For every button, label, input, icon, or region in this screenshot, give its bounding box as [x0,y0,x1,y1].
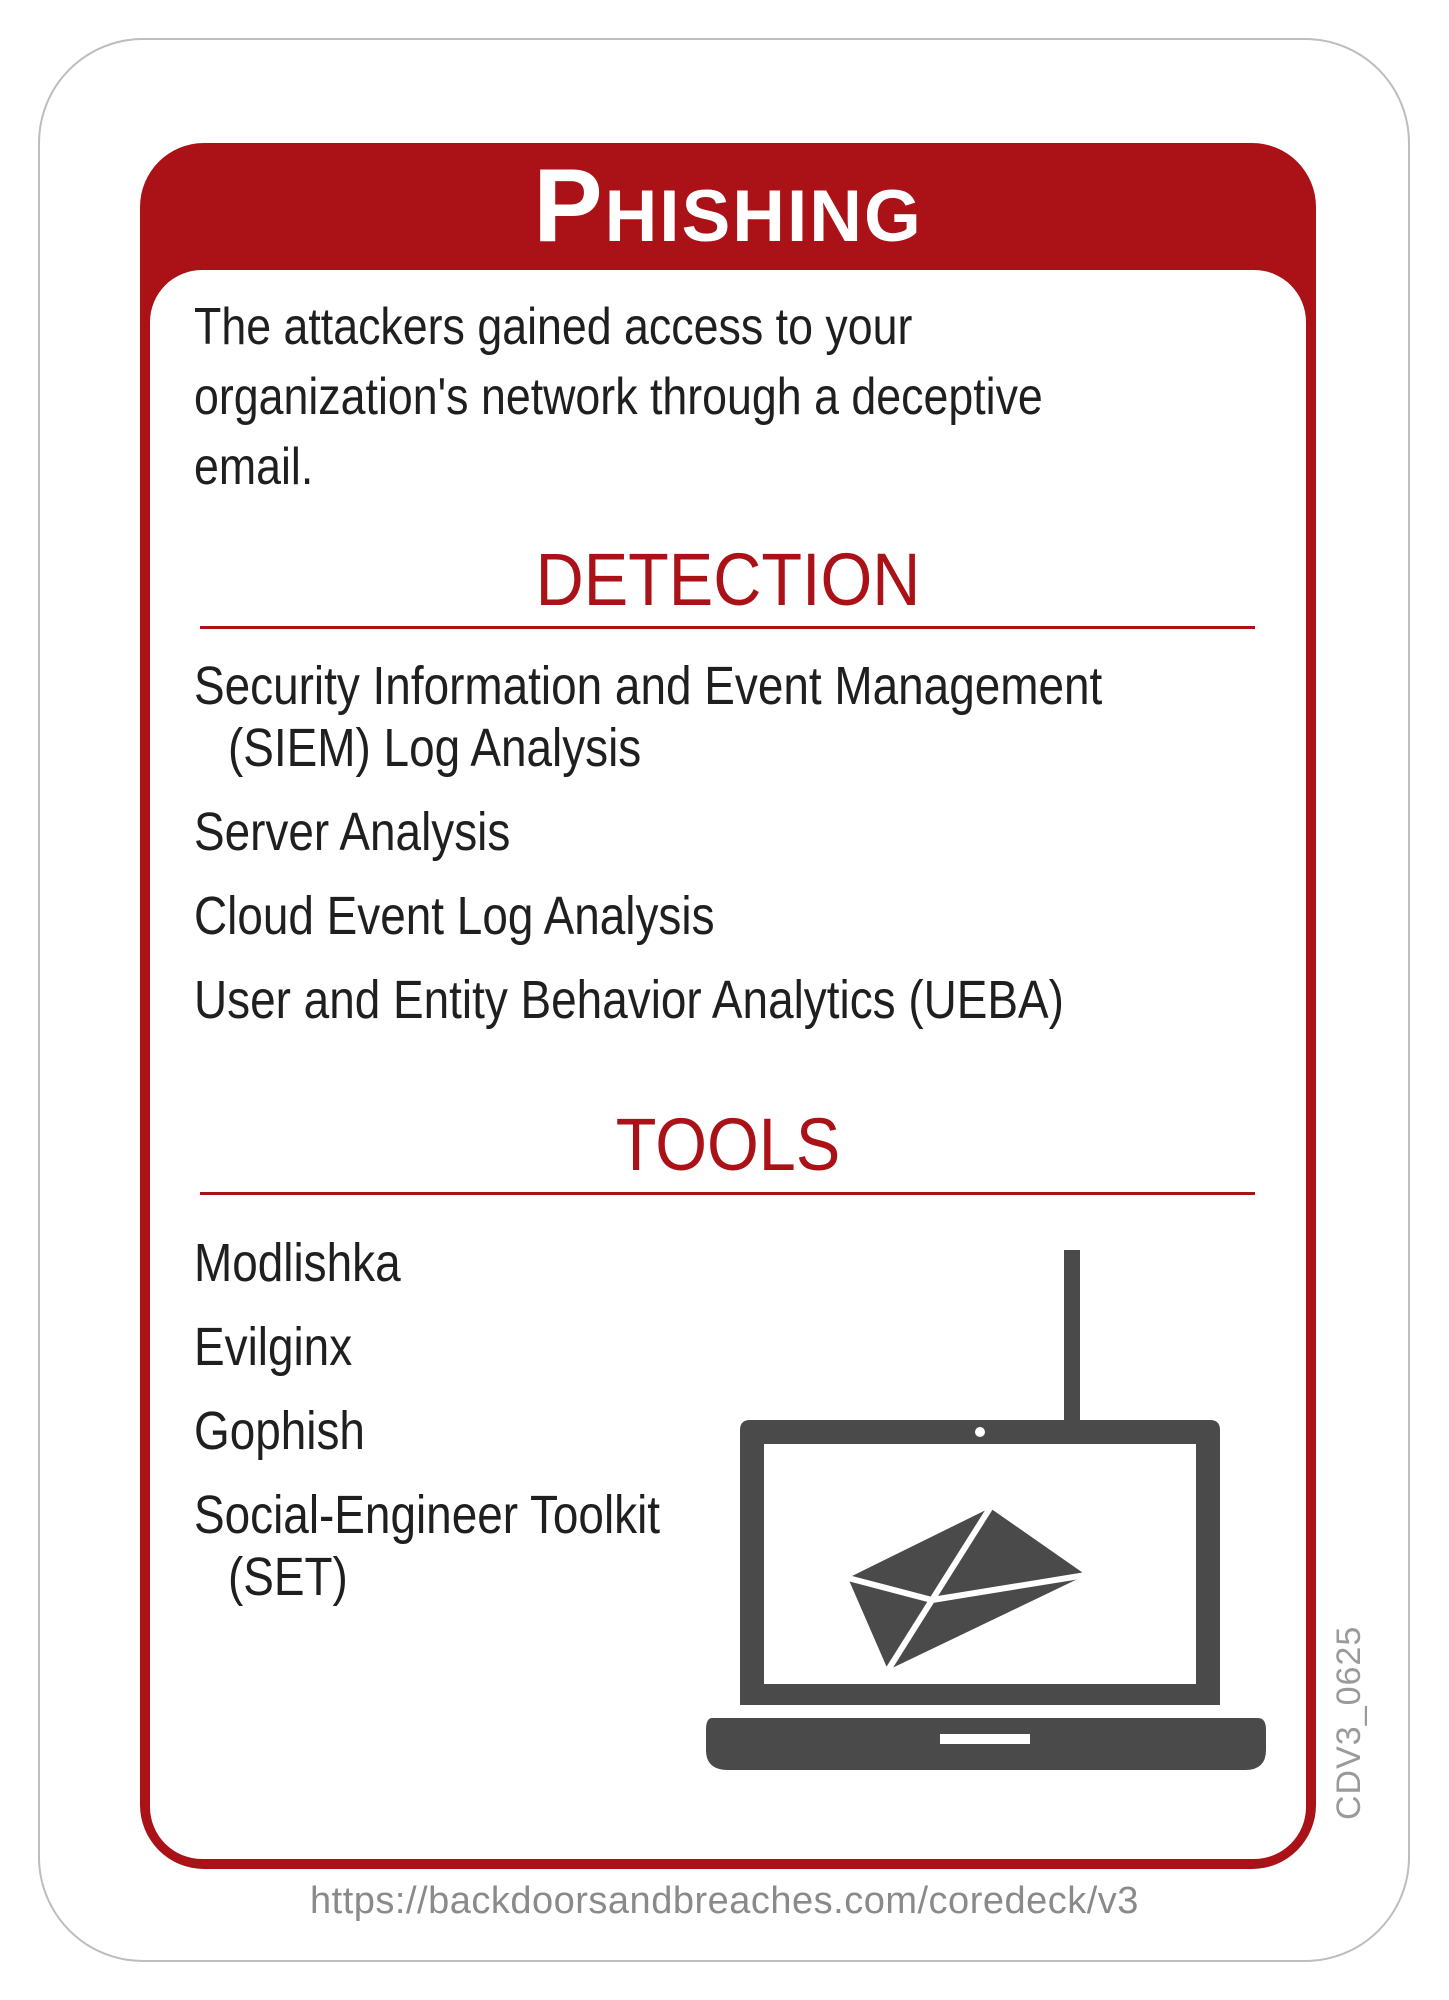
card-description: The attackers gained access to your organization's network through a deceptive email. [194,298,1043,496]
detection-item: Security Information and Event Management [194,656,1103,716]
tool-item: Gophish [194,1401,365,1461]
tools-list [194,1232,660,1608]
tool-item: Modlishka [194,1233,401,1293]
card-code: CDV3_0625 [1330,1625,1368,1820]
tools-heading: TOOLS [615,1103,841,1186]
tools-divider [200,1192,1255,1195]
detection-heading: DETECTION [535,538,921,621]
tool-item: Social-Engineer Toolkit [194,1485,661,1545]
card-url[interactable]: https://backdoorsandbreaches.com/coredeck/v3 [310,1880,1139,1922]
detection-item: Server Analysis [194,802,511,862]
tool-item: (SET) [228,1547,348,1607]
detection-item: User and Entity Behavior Analytics (UEBA) [194,970,1064,1030]
laptop-trackpad [940,1734,1030,1744]
webcam-icon [975,1427,985,1437]
laptop-phishing-hook-icon [700,1250,1270,1810]
card-title: Phishing [533,148,923,264]
detection-list [194,655,1102,1031]
detection-divider [200,626,1255,629]
detection-item: (SIEM) Log Analysis [228,718,642,778]
tool-item: Evilginx [194,1317,353,1377]
detection-item: Cloud Event Log Analysis [194,886,715,946]
